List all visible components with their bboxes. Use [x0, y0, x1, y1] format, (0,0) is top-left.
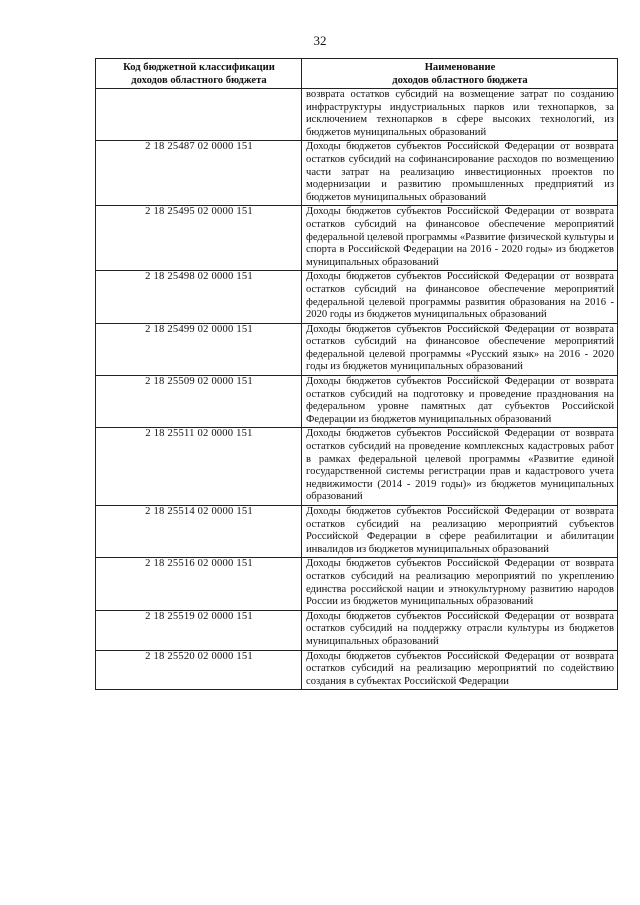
table-row: [96, 376, 618, 428]
name-cell: Доходы бюджетов субъектов Российской Федерации от возврата остатков субсидий на реализацию мероприятий по укреплению единства российской нации и этнокультурному развитию народов России из бюджетов муниципальных образований: [302, 558, 618, 610]
name-cell: Доходы бюджетов субъектов Российской Федерации от возврата остатков субсидий на реализацию мероприятий субъектов Российской Федерации в сфере реабилитации и абилитации инвалидов из бюджетов муниципальных образований: [302, 506, 618, 558]
code-cell: 2 18 25495 02 0000 151: [96, 206, 302, 271]
header-name-column: [302, 59, 618, 89]
table-row: [96, 271, 618, 323]
code-cell: 2 18 25487 02 0000 151: [96, 141, 302, 206]
table-row: [96, 610, 618, 650]
name-cell: Доходы бюджетов субъектов Российской Федерации от возврата остатков субсидий на реализацию мероприятий по содействию создания в субъектах Российской Федерации: [302, 650, 618, 690]
name-cell: возврата остатков субсидий на возмещение затрат по созданию инфраструктуры индустриальных парков или технопарков, за исключением технопарков в сфере высоких технологий, из бюджетов муниципальных образований: [302, 89, 618, 141]
table-row: [96, 206, 618, 271]
table-header-row: [96, 59, 618, 89]
table-row-continuation: [96, 89, 618, 141]
code-cell: 2 18 25514 02 0000 151: [96, 506, 302, 558]
page-number: 32: [313, 33, 327, 48]
table-row: [96, 141, 618, 206]
name-cell: Доходы бюджетов субъектов Российской Федерации от возврата остатков субсидий на поддержку отрасли культуры из бюджетов муниципальных образований: [302, 610, 618, 650]
code-cell: 2 18 25509 02 0000 151: [96, 376, 302, 428]
revenue-classification-table: [95, 58, 618, 690]
code-cell: 2 18 25499 02 0000 151: [96, 323, 302, 375]
code-cell: 2 18 25520 02 0000 151: [96, 650, 302, 690]
name-cell: Доходы бюджетов субъектов Российской Федерации от возврата остатков субсидий на подготовку и проведение празднования на федеральном уровне памятных дат субъектов Российской Федерации из бюджетов муниципальных образований: [302, 376, 618, 428]
header-name-line-1: Наименование: [424, 62, 496, 73]
header-name-line-2: доходов областного бюджета: [392, 75, 528, 86]
code-cell: 2 18 25498 02 0000 151: [96, 271, 302, 323]
table-row: [96, 428, 618, 506]
name-cell: Доходы бюджетов субъектов Российской Федерации от возврата остатков субсидий на финансовое обеспечение мероприятий федеральной целевой программы развития образования на 2016 - 2020 годы из бюджетов муниципальных образований: [302, 271, 618, 323]
code-cell-empty: [96, 89, 302, 141]
table-row: [96, 650, 618, 690]
table-row: [96, 506, 618, 558]
code-cell: 2 18 25519 02 0000 151: [96, 610, 302, 650]
header-code-column: [96, 59, 302, 89]
name-cell: Доходы бюджетов субъектов Российской Федерации от возврата остатков субсидий на финансовое обеспечение мероприятий федеральной целевой программы «Русский язык» на 2016 - 2020 годы из бюджетов муниципальных образований: [302, 323, 618, 375]
table-row: [96, 323, 618, 375]
name-cell: Доходы бюджетов субъектов Российской Федерации от возврата остатков субсидий на софинансирование расходов по возмещению части затрат на реализацию инвестиционных проектов по модернизации и развитию промышленных предприятий из бюджетов муниципальных образований: [302, 141, 618, 206]
name-cell: Доходы бюджетов субъектов Российской Федерации от возврата остатков субсидий на проведение комплексных кадастровых работ в рамках федеральной целевой программы «Развитие единой государственной системы регистрации прав и кадастрового учета недвижимости (2014 - 2019 годы)» из бюджетов муниципальных образований: [302, 428, 618, 506]
header-code-line-2: доходов областного бюджета: [131, 75, 267, 86]
code-cell: 2 18 25511 02 0000 151: [96, 428, 302, 506]
header-code-line-1: Код бюджетной классификации: [123, 62, 275, 73]
name-cell: Доходы бюджетов субъектов Российской Федерации от возврата остатков субсидий на финансовое обеспечение мероприятий федеральной целевой программы «Развитие физической культуры и спорта в Российской Федерации на 2016 - 2020 годы» из бюджетов муниципальных образований: [302, 206, 618, 271]
table-row: [96, 558, 618, 610]
code-cell: 2 18 25516 02 0000 151: [96, 558, 302, 610]
